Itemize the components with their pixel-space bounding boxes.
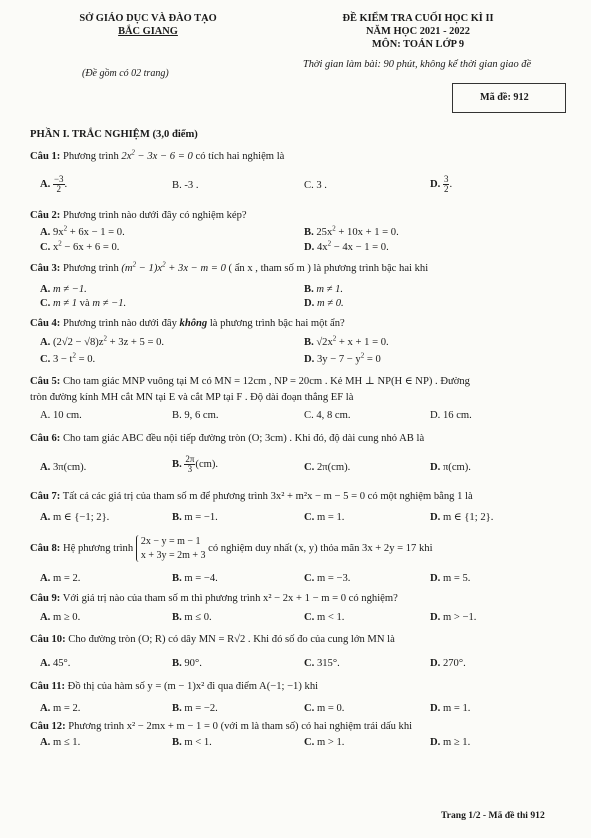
exam-code: Mã đề: 912 [480, 92, 529, 103]
option-c: C. 315°. [304, 658, 340, 669]
subject: MÔN: TOÁN LỚP 9 [371, 39, 465, 50]
option-b: B. m ≤ 0. [172, 612, 212, 623]
question-text: Phương trình [60, 151, 122, 162]
question-1 [30, 150, 284, 163]
option-d: D. m ≠ 0. [304, 298, 344, 309]
question-text: Cho tam giác MNP vuông tại M có MN = 12cm , NP = 20cm . Kẻ MH ⊥ NP(H ∈ NP) . Đường [60, 376, 470, 387]
exam-title: ĐỀ KIỂM TRA CUỐI HỌC KÌ II [342, 13, 494, 24]
option-b: B. -3 . [172, 180, 199, 191]
option-c: C. m = 1. [304, 512, 345, 523]
question-7 [30, 490, 473, 503]
option-a: A. m = 2. [40, 573, 81, 584]
option-d: D. m = 1. [430, 703, 471, 714]
option-a: A. m ≠ −1. [40, 284, 87, 295]
option-d: D. m ≥ 1. [430, 737, 471, 748]
option-b: B. m = −1. [172, 512, 218, 523]
option-c: C. m ≠ 1 và m ≠ −1. [40, 298, 127, 309]
question-text: Với giá trị nào của tham số m thì phương trình x² − 2x + 1 − m = 0 có nghiệm? [60, 593, 398, 604]
option-c: C. m = 0. [304, 703, 345, 714]
question-12 [30, 720, 412, 733]
question-text: Phương trình nào dưới đây [60, 318, 180, 329]
fraction: $\frac{3}{2}$ [443, 174, 449, 194]
question-text: Hệ phương trình [60, 542, 136, 554]
option-a: A. 45°. [40, 658, 71, 669]
question-9 [30, 592, 398, 605]
option-c: C. m < 1. [304, 612, 345, 623]
option-c: C. 4, 8 cm. [304, 410, 351, 421]
option-d: D. 16 cm. [430, 410, 472, 421]
question-text: ( ẩn x , tham số m ) là phương trình bậc hai khi [225, 263, 429, 274]
option-b: B. m = −4. [172, 573, 218, 584]
question-4 [30, 317, 345, 330]
option-a: A. m = 2. [40, 703, 81, 714]
question-2 [30, 209, 247, 222]
option-d: D. m ∈ {1; 2}. [430, 512, 494, 523]
question-number: Câu 2: [30, 210, 61, 221]
option-c: C. $3 - t^2 = 0$. [40, 351, 96, 365]
question-number: Câu 8: [30, 542, 61, 554]
emphasis: không [179, 318, 208, 329]
equation-system: 2x − y = m − 1 x + 3y = 2m + 3 [136, 535, 206, 562]
option-a: A. 10 cm. [40, 410, 82, 421]
question-text: Cho đường tròn (O; R) có dây MN = R√2 . Khi đó số đo của cung lớn MN là [65, 634, 395, 645]
option-d: D. 270°. [430, 658, 466, 669]
question-text: có tích hai nghiệm là [192, 151, 285, 162]
option-d: D. $4x^2 - 4x - 1 = 0$. [304, 239, 389, 253]
option-b: B. 9, 6 cm. [172, 410, 219, 421]
option-d: D. $\frac{3}{2}$ . [430, 174, 453, 194]
question-number: Câu 1: [30, 151, 61, 162]
question-8 [30, 535, 433, 562]
question-number: Câu 10: [30, 634, 66, 645]
province-name: BẮC GIANG [118, 26, 178, 37]
option-b: B. $\frac{2\pi}{3}$ (cm). [172, 454, 219, 474]
time-note: Thời gian làm bài: 90 phút, không kể thời gian giao đề [302, 59, 532, 70]
option-d: D. m > −1. [430, 612, 477, 623]
question-number: Câu 3: [30, 263, 61, 274]
section-title: PHẦN I. TRẮC NGHIỆM (3,0 điểm) [30, 129, 198, 140]
question-text: Cho tam giác ABC đều nội tiếp đường tròn (O; 3cm) . Khi đó, độ dài cung nhỏ AB là [60, 433, 425, 444]
fraction: $\frac{-3}{2}$ [53, 174, 64, 194]
option-b: B. $√2x^2 + x + 1 = 0$. [304, 334, 389, 348]
question-number: Câu 6: [30, 433, 61, 444]
option-label: D. [430, 178, 441, 190]
question-text: Phương trình nào dưới đây có nghiệm kép? [60, 210, 247, 221]
option-b: B. $25x^2 + 10x + 1 = 0$. [304, 224, 399, 238]
option-c: C. 3 . [304, 180, 327, 191]
option-a: A. $\frac{-3}{2}$ . [40, 174, 68, 194]
question-3: Câu 3: Phương trình $(m^2 - 1)x^2 + 3x - m = 0$ ( ẩn x , tham số m ) là phương trình bậc hai khi [30, 260, 429, 274]
option-d: D. $3y - 7 - y^2 = 0$ [304, 351, 381, 365]
option-b: B. m = −2. [172, 703, 218, 714]
option-a: A. m ≤ 1. [40, 737, 81, 748]
option-a: A. $(2√2 - √8)z^2 + 3z + 5 = 0$. [40, 334, 165, 348]
option-c: C. $x^2 - 6x + 6 = 0$. [40, 239, 120, 253]
option-a: A. m ≥ 0. [40, 612, 81, 623]
option-b: B. 90°. [172, 658, 202, 669]
option-c: C. 2π(cm). [304, 462, 351, 473]
question-6 [30, 432, 424, 445]
question-text: là phương trình bậc hai một ẩn? [207, 318, 345, 329]
question-text: Đồ thị của hàm số y = (m − 1)x² đi qua điểm A(−1; −1) khi [65, 681, 319, 692]
question-number: Câu 7: [30, 491, 61, 502]
department-name: SỞ GIÁO DỤC VÀ ĐÀO TẠO [79, 13, 217, 24]
pages-note: (Đề gồm có 02 trang) [82, 68, 169, 79]
option-d: D. m = 5. [430, 573, 471, 584]
question-text: Tất cả các giá trị của tham số m để phương trình 3x² + m²x − m − 5 = 0 có một nghiệm bằng 1 là [60, 491, 473, 502]
question-number: Câu 4: [30, 318, 61, 329]
question-text: có nghiệm duy nhất (x, y) thỏa mãn 3x + 2y = 17 khi [205, 542, 433, 554]
option-a: A. m ∈ {−1; 2}. [40, 512, 110, 523]
question-number: Câu 9: [30, 593, 61, 604]
question-number: Câu 5: [30, 376, 61, 387]
option-d: D. π(cm). [430, 462, 471, 473]
page-footer: Trang 1/2 - Mã đề thi 912 [441, 810, 545, 821]
option-b: B. m < 1. [172, 737, 212, 748]
option-b: B. m ≠ 1. [304, 284, 344, 295]
question-5-line2: tròn đường kính MH cắt MN tại E và cắt MP tại F . Độ dài đoạn thẳng EF là [30, 392, 354, 403]
option-a: A. $9x^2 + 6x - 1 = 0$. [40, 224, 125, 238]
option-label: A. [40, 178, 51, 190]
option-a: A. 3π(cm). [40, 462, 87, 473]
option-c: C. m > 1. [304, 737, 345, 748]
question-number: Câu 12: [30, 721, 66, 732]
school-year: NĂM HỌC 2021 - 2022 [366, 26, 470, 37]
option-c: C. m = −3. [304, 573, 351, 584]
equation: $2x^2 - 3x - 6 = 0$ [121, 148, 193, 162]
question-text: Phương trình x² − 2mx + m − 1 = 0 (với m là tham số) có hai nghiệm trái dấu khi [65, 721, 413, 732]
question-10 [30, 633, 395, 646]
question-number: Câu 11: [30, 681, 66, 692]
question-5 [30, 375, 470, 388]
question-11 [30, 680, 318, 693]
exam-code-box [452, 83, 566, 113]
